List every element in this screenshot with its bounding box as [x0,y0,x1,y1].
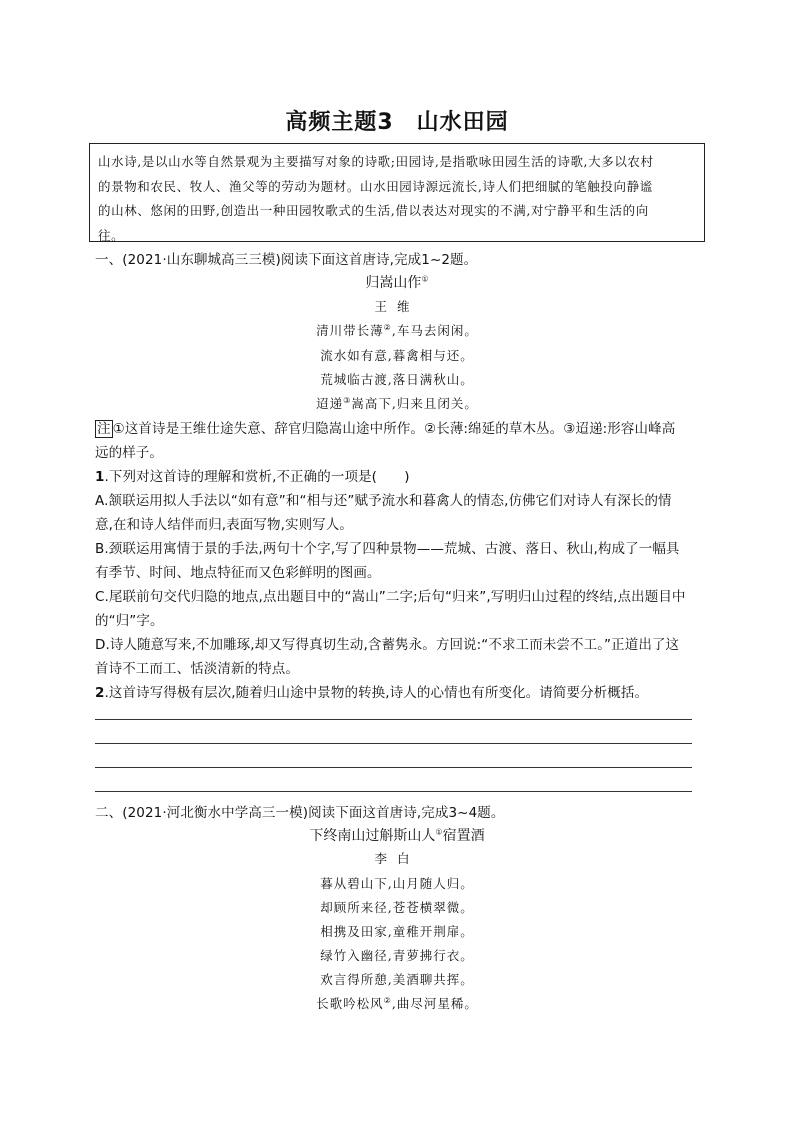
poem2-verse: 相携及田家,童稚开荆扉。 [320,924,474,939]
poem1-note [95,417,675,438]
question-1 [95,465,410,485]
option-a: A.颔联运用拟人手法以“如有意”和“相与还”赋予流水和暮禽人的情态,仿佛它们对诗人有深长的情 [95,493,672,509]
intro-line: 往。 [98,227,125,243]
poem1-verse [0,321,794,339]
question-number: 1 [95,469,105,485]
intro-box [89,143,705,242]
section2-heading: 二、(2021·河北衡水中学高三一模)阅读下面这首唐诗,完成3~4题。 [95,805,505,821]
poem2-author: 李白 [374,851,420,866]
poem2-verse: 却顾所来径,苍苍横翠微。 [320,900,474,915]
question-2 [95,681,648,701]
option-c: C.尾联前句交代归隐的地点,点出题目中的“嵩山”二字;后句“归来”,写明归山过程的终结,点出题目中 [95,589,686,605]
verse-text: 荒城临古渡,落日满秋山。 [320,372,474,387]
poem2-verse: 绿竹入幽径,青萝拂行衣。 [320,948,474,963]
footnote-mark: ③ [343,395,352,405]
poem2-verse: 欢言得所憩,美酒聊共挥。 [320,972,474,987]
intro-line: 山水诗,是以山水等自然景观为主要描写对象的诗歌;田园诗,是指歌咏田园生活的诗歌,大多以农村 [98,154,654,169]
poem1-note-cont: 远的样子。 [95,445,163,461]
poem1-verse [0,346,794,364]
poem2-title-text: 下终南山过斛斯山人 [309,828,436,844]
question-text: .下列对这首诗的理解和赏析,不正确的一项是( ) [104,469,410,485]
answer-line[interactable] [95,719,692,720]
question-text: .这首诗写得极有层次,随着归山途中景物的转换,诗人的心情也有所变化。请简要分析概括。 [104,685,649,701]
poem1-verse [0,394,794,412]
footnote-mark: ① [421,274,429,284]
answer-line[interactable] [95,743,692,744]
answer-line[interactable] [95,767,692,768]
option-b-cont: 有季节、时间、地点特征而又色彩鲜明的图画。 [95,565,381,581]
footnote-mark: ② [383,322,392,332]
footnote-mark: ② [383,995,392,1005]
intro-line: 的景物和农民、牧人、渔父等的劳动为题材。山水田园诗源远流长,诗人们把细腻的笔触投向静谧 [98,178,653,194]
poem2-title [0,825,794,845]
verse-text: 流水如有意,暮禽相与还。 [320,348,474,363]
verse-text: 清川带长薄 [316,323,384,338]
question-number: 2 [95,685,105,701]
section1-heading: 一、(2021·山东聊城高三三模)阅读下面这首唐诗,完成1~2题。 [95,252,478,268]
verse-text: 嵩高下,归来且闭关。 [351,396,478,411]
option-d: D.诗人随意写来,不加雕琢,却又写得真切生动,含蓄隽永。方回说:“不求工而未尝不工。”正道出了这 [95,637,680,653]
poem1-title-text: 归嵩山作 [365,275,422,291]
answer-line[interactable] [95,791,692,792]
option-b: B.颈联运用寓情于景的手法,两句十个字,写了四种景物——荒城、古渡、落日、秋山,构成了一幅具 [95,541,680,557]
poem2-verse [0,994,794,1012]
verse-text: ,车马去闲闲。 [391,323,478,338]
poem2-verse: 暮从碧山下,山月随人归。 [320,876,474,891]
page-title: 高频主题3 山水田园 [285,110,509,135]
note-text: ①这首诗是王维仕途失意、辞官归隐嵩山途中所作。②长薄:绵延的草木丛。③迢递:形容山峰高 [112,421,676,437]
option-c-cont: 的“归”字。 [95,613,164,629]
footnote-mark: ① [435,827,443,837]
note-label: 注 [97,421,111,437]
poem1-verse [0,370,794,388]
intro-line: 的山林、悠闲的田野,创造出一种田园牧歌式的生活,借以表达对现实的不满,对宁静平和生活的向 [98,203,649,218]
poem1-author: 王维 [374,299,420,314]
option-d-cont: 首诗不工而工、恬淡清新的特点。 [95,661,299,677]
verse-text: 长歌吟松风 [316,996,384,1011]
poem2-title-text: 宿置酒 [442,828,485,844]
verse-text: 迢递 [316,396,344,411]
verse-text: ,曲尽河星稀。 [391,996,478,1011]
poem1-title [0,272,794,292]
option-a-cont: 意,在和诗人结伴而归,表面写物,实则写人。 [95,517,353,533]
